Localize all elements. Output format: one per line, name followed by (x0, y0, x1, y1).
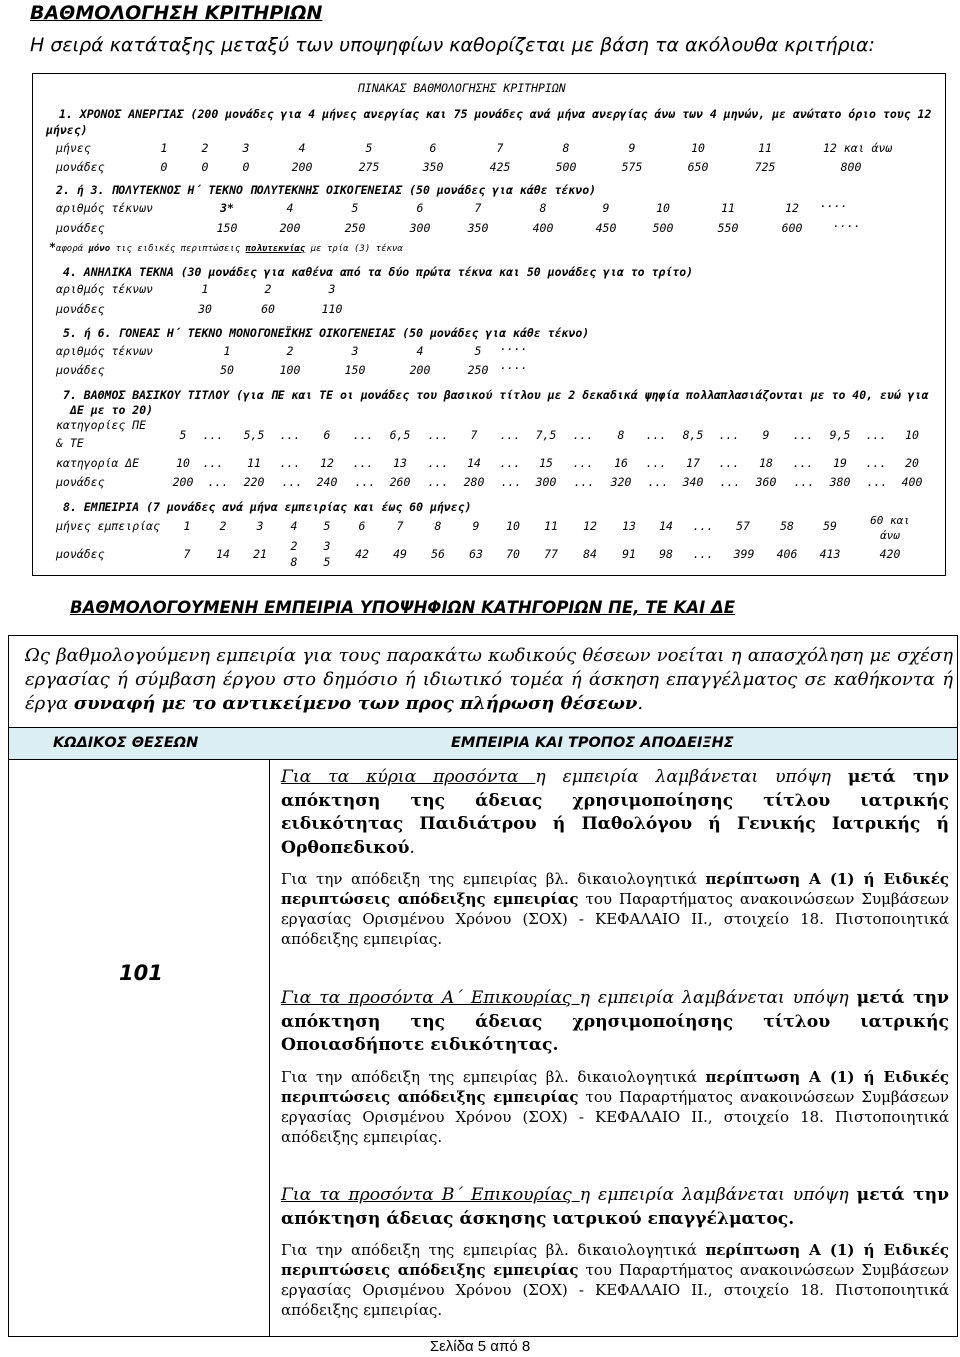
s2-child: 12 (785, 201, 799, 215)
s2-children-label: αριθμός τέκνων (56, 201, 153, 215)
s8-month: 57 (736, 519, 750, 533)
s7-sep: ... (792, 428, 814, 442)
s7-sep: ... (202, 456, 224, 470)
s8-point-stack: 8 (290, 555, 298, 569)
s7-de-value: 16 (614, 456, 628, 470)
s1-month: 8 (562, 141, 570, 155)
s7-sep: ... (352, 428, 374, 442)
s8-month: 5 (323, 519, 331, 533)
s8-point-stack: 2 (290, 539, 298, 553)
s2-note (49, 240, 403, 254)
s4-point: 60 (261, 302, 275, 316)
s7-sep: ... (279, 456, 301, 470)
s1-point: 500 (555, 160, 577, 174)
s1-point: 0 (242, 160, 250, 174)
s8-point: 49 (393, 547, 407, 561)
s7-sep: ... (573, 475, 595, 489)
s5-child: 1 (223, 344, 231, 358)
s2-points-label: μονάδες (56, 221, 105, 235)
s7-sep: ... (792, 456, 814, 470)
s7-point: 400 (901, 475, 923, 489)
s2-note-part: πολυτεκνίας (245, 244, 306, 254)
s1-point: 275 (358, 160, 380, 174)
s7-heading: 7. ΒΑΘΜΟΣ ΒΑΣΙΚΟΥ ΤΙΤΛΟΥ (για ΠΕ και ΤΕ οι μονάδες του βασικού τίτλου με 2 δεκαδικά ψηφία πολλαπλασιάζονται με το 40, ευώ για (63, 388, 929, 402)
block-text: η εμπειρία λαμβάνεται υπόψη (535, 767, 848, 787)
s2-child: 11 (721, 201, 735, 215)
s4-child: 3 (328, 282, 336, 296)
s8-point: 406 (776, 547, 798, 561)
s2-ellipsis: .... (820, 196, 848, 210)
s8-points-label: μονάδες (56, 547, 105, 561)
s8-point: 63 (469, 547, 483, 561)
s8-point: 42 (355, 547, 369, 561)
s1-month: 5 (365, 141, 373, 155)
s7-point: 320 (610, 475, 632, 489)
s2-note-part: με τρία (3) τέκνα (305, 244, 403, 254)
s8-month: 10 (506, 519, 520, 533)
s8-heading: 8. ΕΜΠΕΙΡΙΑ (7 μονάδες ανά μήνα εμπειρίας και έως 60 μήνες) (63, 500, 472, 514)
s7-pe-value: 9,5 (829, 428, 851, 442)
col-header-experience: ΕΜΠΕΙΡΙΑ ΚΑΙ ΤΡΟΠΟΣ ΑΠΟΔΕΙΞΗΣ (451, 735, 734, 751)
s2-point: 200 (279, 221, 301, 235)
page-number: Σελίδα 5 από 8 (429, 1338, 531, 1355)
s1-point: 650 (687, 160, 709, 174)
intro-part: συναφή με το αντικείμενο των προς πλήρωση θέσεων (73, 693, 638, 714)
block-text: η εμπειρία λαμβάνεται υπόψη (579, 988, 857, 1008)
s2-child: 10 (656, 201, 670, 215)
s5-point: 50 (220, 363, 234, 377)
s1-month: 4 (298, 141, 306, 155)
s7-pe-value: 9 (762, 428, 770, 442)
block-text: . (409, 837, 415, 858)
s4-child: 1 (201, 282, 209, 296)
s7-sep: ... (572, 428, 594, 442)
s7-sep: ... (647, 475, 669, 489)
s7-sep: ... (499, 456, 521, 470)
block-bold: μετά την απόκτηση της άδειας χρησιμοποίησης τίτλου ιατρικής Οποιασδήποτε ειδικότητας. (281, 988, 949, 1055)
s8-month: 58 (780, 519, 794, 533)
block-bold: μετά την απόκτηση άδειας άσκησης ιατρικού επαγγέλματος. (281, 1185, 949, 1229)
table-header (9, 727, 957, 760)
s7-pe-label: κατηγορίες ΠΕ (56, 418, 147, 432)
s8-point: 91 (622, 547, 636, 561)
block-label: Για τα προσόντα Α΄ Επικουρίας (281, 988, 580, 1008)
ev-part: του Παραρτήματος ανακοινώσεων Συμβάσεων εργασίας Ορισμένου Χρόνου (ΣΟΧ) - ΚΕΦΑΛΑΙΟ ΙΙ., στοιχείο 18. Πιστοποιητικά απόδειξης εμπειρίας. (281, 890, 949, 948)
block-label: Για τα κύρια προσόντα (281, 767, 536, 787)
s5-point: 250 (467, 363, 489, 377)
s7-sep: ... (427, 456, 449, 470)
evidence-text (281, 1067, 949, 1147)
s5-point: 100 (279, 363, 301, 377)
s8-point: 7 (183, 547, 191, 561)
a-auxiliary-qualifications (281, 987, 949, 1058)
s7-heading-cont: ΔΕ με το 20) (70, 403, 154, 417)
s2-point: 500 (652, 221, 674, 235)
s7-pe-value: 5 (179, 428, 187, 442)
section2-title: ΒΑΘΜΟΛΟΓΟΥΜΕΝΗ ΕΜΠΕΙΡΙΑ ΥΠΟΨΗΦΙΩΝ ΚΑΤΗΓΟΡΙΩΝ ΠΕ, ΤΕ ΚΑΙ ΔΕ (70, 598, 735, 617)
s1-months-label: μήνες (56, 141, 91, 155)
main-qualifications (281, 766, 949, 860)
s7-point: 380 (829, 475, 851, 489)
s1-points-label: μονάδες (56, 160, 105, 174)
s7-sep: ... (572, 456, 594, 470)
position-code: 101 (119, 961, 163, 985)
s5-child: 2 (286, 344, 294, 358)
s2-ellipsis: .... (833, 216, 861, 230)
s8-month: 8 (434, 519, 442, 533)
block-label: Για τα προσόντα Β΄ Επικουρίας (281, 1185, 580, 1205)
s5-ellipsis: .... (500, 339, 528, 353)
s7-sep: ... (718, 456, 740, 470)
s4-children-label: αριθμός τέκνων (56, 282, 153, 296)
experience-intro (25, 644, 953, 716)
s1-point: 0 (201, 160, 209, 174)
s2-point: 550 (717, 221, 739, 235)
s8-point: 56 (431, 547, 445, 561)
s7-de-value: 11 (247, 456, 261, 470)
col-header-code: ΚΩΔΙΚΟΣ ΘΕΣΕΩΝ (53, 735, 199, 751)
s1-point: 200 (291, 160, 313, 174)
s7-sep: ... (645, 456, 667, 470)
s7-point: 340 (682, 475, 704, 489)
table-title: ΠΙΝΑΚΑΣ ΒΑΘΜΟΛΟΓΗΣΗΣ ΚΡΙΤΗΡΙΩΝ (358, 81, 566, 95)
s7-sep: ... (718, 428, 740, 442)
s7-point: 220 (243, 475, 265, 489)
s7-sep: ... (279, 428, 301, 442)
s8-point: 420 (879, 547, 901, 561)
s2-note-part: μόνο (88, 244, 111, 254)
s5-children-label: αριθμός τέκνων (56, 344, 153, 358)
s8-month: 12 (583, 519, 597, 533)
experience-box (8, 635, 958, 1337)
s7-point: 300 (535, 475, 557, 489)
s7-sep: ... (866, 475, 888, 489)
ev-part: περίπτωση Α (1) ή Ειδικές περιπτώσεις απόδειξης εμπειρίας (281, 1241, 949, 1279)
s8-point: 413 (819, 547, 841, 561)
s7-sep: ... (354, 475, 376, 489)
s8-month: ... (692, 519, 714, 533)
s8-point-stack: 5 (323, 555, 331, 569)
s7-point: 200 (172, 475, 194, 489)
s8-point: ... (692, 547, 714, 561)
s1-point: 0 (160, 160, 168, 174)
s7-pe-value: 7 (470, 428, 478, 442)
s8-point: 84 (583, 547, 597, 561)
s2-child: 8 (539, 201, 547, 215)
s7-pe-value: 6,5 (389, 428, 411, 442)
s8-point: 14 (216, 547, 230, 561)
s2-point: 450 (595, 221, 617, 235)
s7-de-value: 19 (833, 456, 847, 470)
s7-sep: ... (719, 475, 741, 489)
intro-text: Η σειρά κατάταξης μεταξύ των υποψηφίων καθορίζεται με βάση τα ακόλουθα κριτήρια: (30, 34, 875, 56)
s8-month: 4 (290, 519, 298, 533)
s4-point: 110 (321, 302, 343, 316)
s4-child: 2 (264, 282, 272, 296)
s8-month: 59 (823, 519, 837, 533)
s5-point: 150 (344, 363, 366, 377)
s1-month: 2 (201, 141, 209, 155)
s2-heading: 2. ή 3. ΠΟΛΥΤΕΚΝΟΣ Η΄ ΤΕΚΝΟ ΠΟΛΥΤΕΚΝΗΣ ΟΙΚΟΓΕΝΕΙΑΣ (50 μονάδες για κάθε τέκνο) (56, 183, 597, 197)
s8-point: 399 (733, 547, 755, 561)
s2-child: 3* (220, 201, 234, 215)
s8-month: 11 (544, 519, 558, 533)
ev-part: του Παραρτήματος ανακοινώσεων Συμβάσεων εργασίας Ορισμένου Χρόνου (ΣΟΧ) - ΚΕΦΑΛΑΙΟ ΙΙ., στοιχείο 18. Πιστοποιητικά απόδειξης εμπειρίας. (281, 1261, 949, 1319)
s8-point: 98 (659, 547, 673, 561)
s1-heading-cont: μήνες) (46, 123, 88, 137)
s1-point: 350 (422, 160, 444, 174)
s2-child: 7 (474, 201, 482, 215)
s7-pe-value: 8 (617, 428, 625, 442)
s7-sep: ... (281, 475, 303, 489)
s8-point-stack: 3 (323, 539, 331, 553)
s7-point: 360 (755, 475, 777, 489)
s7-point: 280 (463, 475, 485, 489)
s2-note-part: αφορά (55, 244, 89, 254)
s2-child: 4 (286, 201, 294, 215)
s4-heading: 4. ΑΝΗΛΙΚΑ ΤΕΚΝΑ (30 μονάδες για καθένα από τα δύο πρώτα τέκνα και 50 μονάδες για το τρίτο) (63, 265, 694, 279)
s2-point: 350 (467, 221, 489, 235)
s8-month-last: 60 και (870, 514, 910, 527)
s8-month: 9 (472, 519, 480, 533)
ev-part: περίπτωση Α (1) ή Ειδικές περιπτώσεις απόδειξης εμπειρίας (281, 1068, 949, 1106)
s2-point: 250 (344, 221, 366, 235)
s1-heading: 1. ΧΡΟΝΟΣ ΑΝΕΡΓΙΑΣ (200 μονάδες για 4 μήνες ανεργίας και 75 μονάδες ανά μήνα ανεργίας άνω των 4 μηνών, με ανώτατο όριο τους 12 (59, 107, 932, 121)
intro-part: Ως βαθμολογούμενη εμπειρία για τους παρακάτω κωδικούς θέσεων νοείται η απασχόληση με σχέση εργασίας ή σύμβαση έργου στο δημόσιο ή ιδιωτικό τομέα ή άσκηση επαγγέλματος σε καθήκοντα ή έργα (25, 645, 953, 714)
ev-part: Για την απόδειξη της εμπειρίας βλ. δικαιολογητικά (281, 1068, 706, 1086)
s7-sep: ... (427, 428, 449, 442)
s2-point: 150 (216, 221, 238, 235)
s7-sep: ... (352, 456, 374, 470)
s7-sep: ... (865, 456, 887, 470)
s8-point: 77 (544, 547, 558, 561)
s1-point: 800 (840, 160, 862, 174)
s7-de-value: 20 (905, 456, 919, 470)
s7-de-value: 10 (176, 456, 190, 470)
s7-de-value: 18 (759, 456, 773, 470)
s1-month: 1 (160, 141, 168, 155)
s7-point: 240 (316, 475, 338, 489)
s4-point: 30 (198, 302, 212, 316)
s7-pe-value: 6 (323, 428, 331, 442)
s7-de-value: 12 (320, 456, 334, 470)
s1-month: 7 (496, 141, 504, 155)
s7-pe-value: 8,5 (682, 428, 704, 442)
s7-sep: ... (865, 428, 887, 442)
evidence-text (281, 869, 949, 949)
s1-point: 575 (621, 160, 643, 174)
s8-month: 2 (219, 519, 227, 533)
s8-month-last-cont: άνω (880, 529, 900, 542)
s4-points-label: μονάδες (56, 302, 105, 316)
s5-child: 4 (416, 344, 424, 358)
s7-pe-value: 7,5 (535, 428, 557, 442)
s8-point: 70 (506, 547, 520, 561)
ev-part: του Παραρτήματος ανακοινώσεων Συμβάσεων εργασίας Ορισμένου Χρόνου (ΣΟΧ) - ΚΕΦΑΛΑΙΟ ΙΙ., στοιχείο 18. Πιστοποιητικά απόδειξης εμπειρίας. (281, 1088, 949, 1146)
s5-points-label: μονάδες (56, 363, 105, 377)
s7-de-value: 15 (539, 456, 553, 470)
s7-de-value: 14 (467, 456, 481, 470)
s5-point: 200 (409, 363, 431, 377)
s2-point: 300 (409, 221, 431, 235)
s2-child: 9 (602, 201, 610, 215)
s8-month: 7 (396, 519, 404, 533)
s8-month: 3 (256, 519, 264, 533)
s8-month: 1 (183, 519, 191, 533)
b-auxiliary-qualifications (281, 1184, 949, 1231)
s7-de-label: κατηγορία ΔΕ (56, 456, 140, 470)
s7-sep: ... (427, 475, 449, 489)
s8-month: 14 (659, 519, 673, 533)
s5-heading: 5. ή 6. ΓΟΝΕΑΣ Η΄ ΤΕΚΝΟ ΜΟΝΟΓΟΝΕΪΚΗΣ ΟΙΚΟΓΕΝΕΙΑΣ (50 μονάδες για κάθε τέκνο) (63, 326, 590, 340)
s7-sep: ... (207, 475, 229, 489)
s1-point: 425 (489, 160, 511, 174)
block-text: η εμπειρία λαμβάνεται υπόψη (579, 1185, 857, 1205)
intro-part: . (637, 693, 644, 714)
s5-ellipsis: .... (500, 358, 528, 372)
s5-child: 5 (474, 344, 482, 358)
s5-child: 3 (351, 344, 359, 358)
column-divider (269, 760, 270, 1337)
s7-de-value: 13 (393, 456, 407, 470)
s7-sep: ... (793, 475, 815, 489)
s2-point: 400 (532, 221, 554, 235)
s8-point: 21 (253, 547, 267, 561)
s7-pe-value: 5,5 (243, 428, 265, 442)
s7-sep: ... (500, 475, 522, 489)
evidence-text (281, 1240, 949, 1320)
s7-sep: ... (202, 428, 224, 442)
s2-note-star: * (49, 240, 56, 254)
s7-points-label: μονάδες (56, 475, 105, 489)
s8-months-label: μήνες εμπειρίας (56, 519, 160, 533)
block-bold: μετά την απόκτηση της άδειας χρησιμοποίησης τίτλου ιατρικής ειδικότητας Παιδιάτρου ή Παθολόγου ή Γενικής Ιατρικής ή Ορθοπεδικού (281, 767, 949, 858)
s1-month: 10 (691, 141, 705, 155)
s7-pe-value: 10 (905, 428, 919, 442)
s8-month: 6 (358, 519, 366, 533)
ev-part: περίπτωση Α (1) ή Ειδικές περιπτώσεις απόδειξης εμπειρίας (281, 870, 949, 908)
s1-month: 6 (429, 141, 437, 155)
s1-point: 725 (754, 160, 776, 174)
s2-point: 600 (781, 221, 803, 235)
s1-month-last: 12 και άνω (823, 141, 893, 155)
s1-month: 3 (242, 141, 250, 155)
ev-part: Για την απόδειξη της εμπειρίας βλ. δικαιολογητικά (281, 870, 706, 888)
page-title: ΒΑΘΜΟΛΟΓΗΣΗ ΚΡΙΤΗΡΙΩΝ (30, 2, 323, 24)
s2-child: 5 (351, 201, 359, 215)
s7-de-value: 17 (686, 456, 700, 470)
s7-pe-label-cont: & ΤΕ (56, 436, 84, 450)
s1-month: 9 (628, 141, 636, 155)
s7-sep: ... (645, 428, 667, 442)
s7-point: 260 (389, 475, 411, 489)
s8-month: 13 (622, 519, 636, 533)
s2-child: 6 (416, 201, 424, 215)
criteria-table (32, 73, 946, 576)
s2-note-part: τις ειδικές περιπτώσεις (110, 244, 246, 254)
s1-month: 11 (758, 141, 772, 155)
ev-part: Για την απόδειξη της εμπειρίας βλ. δικαιολογητικά (281, 1241, 706, 1259)
s7-sep: ... (499, 428, 521, 442)
